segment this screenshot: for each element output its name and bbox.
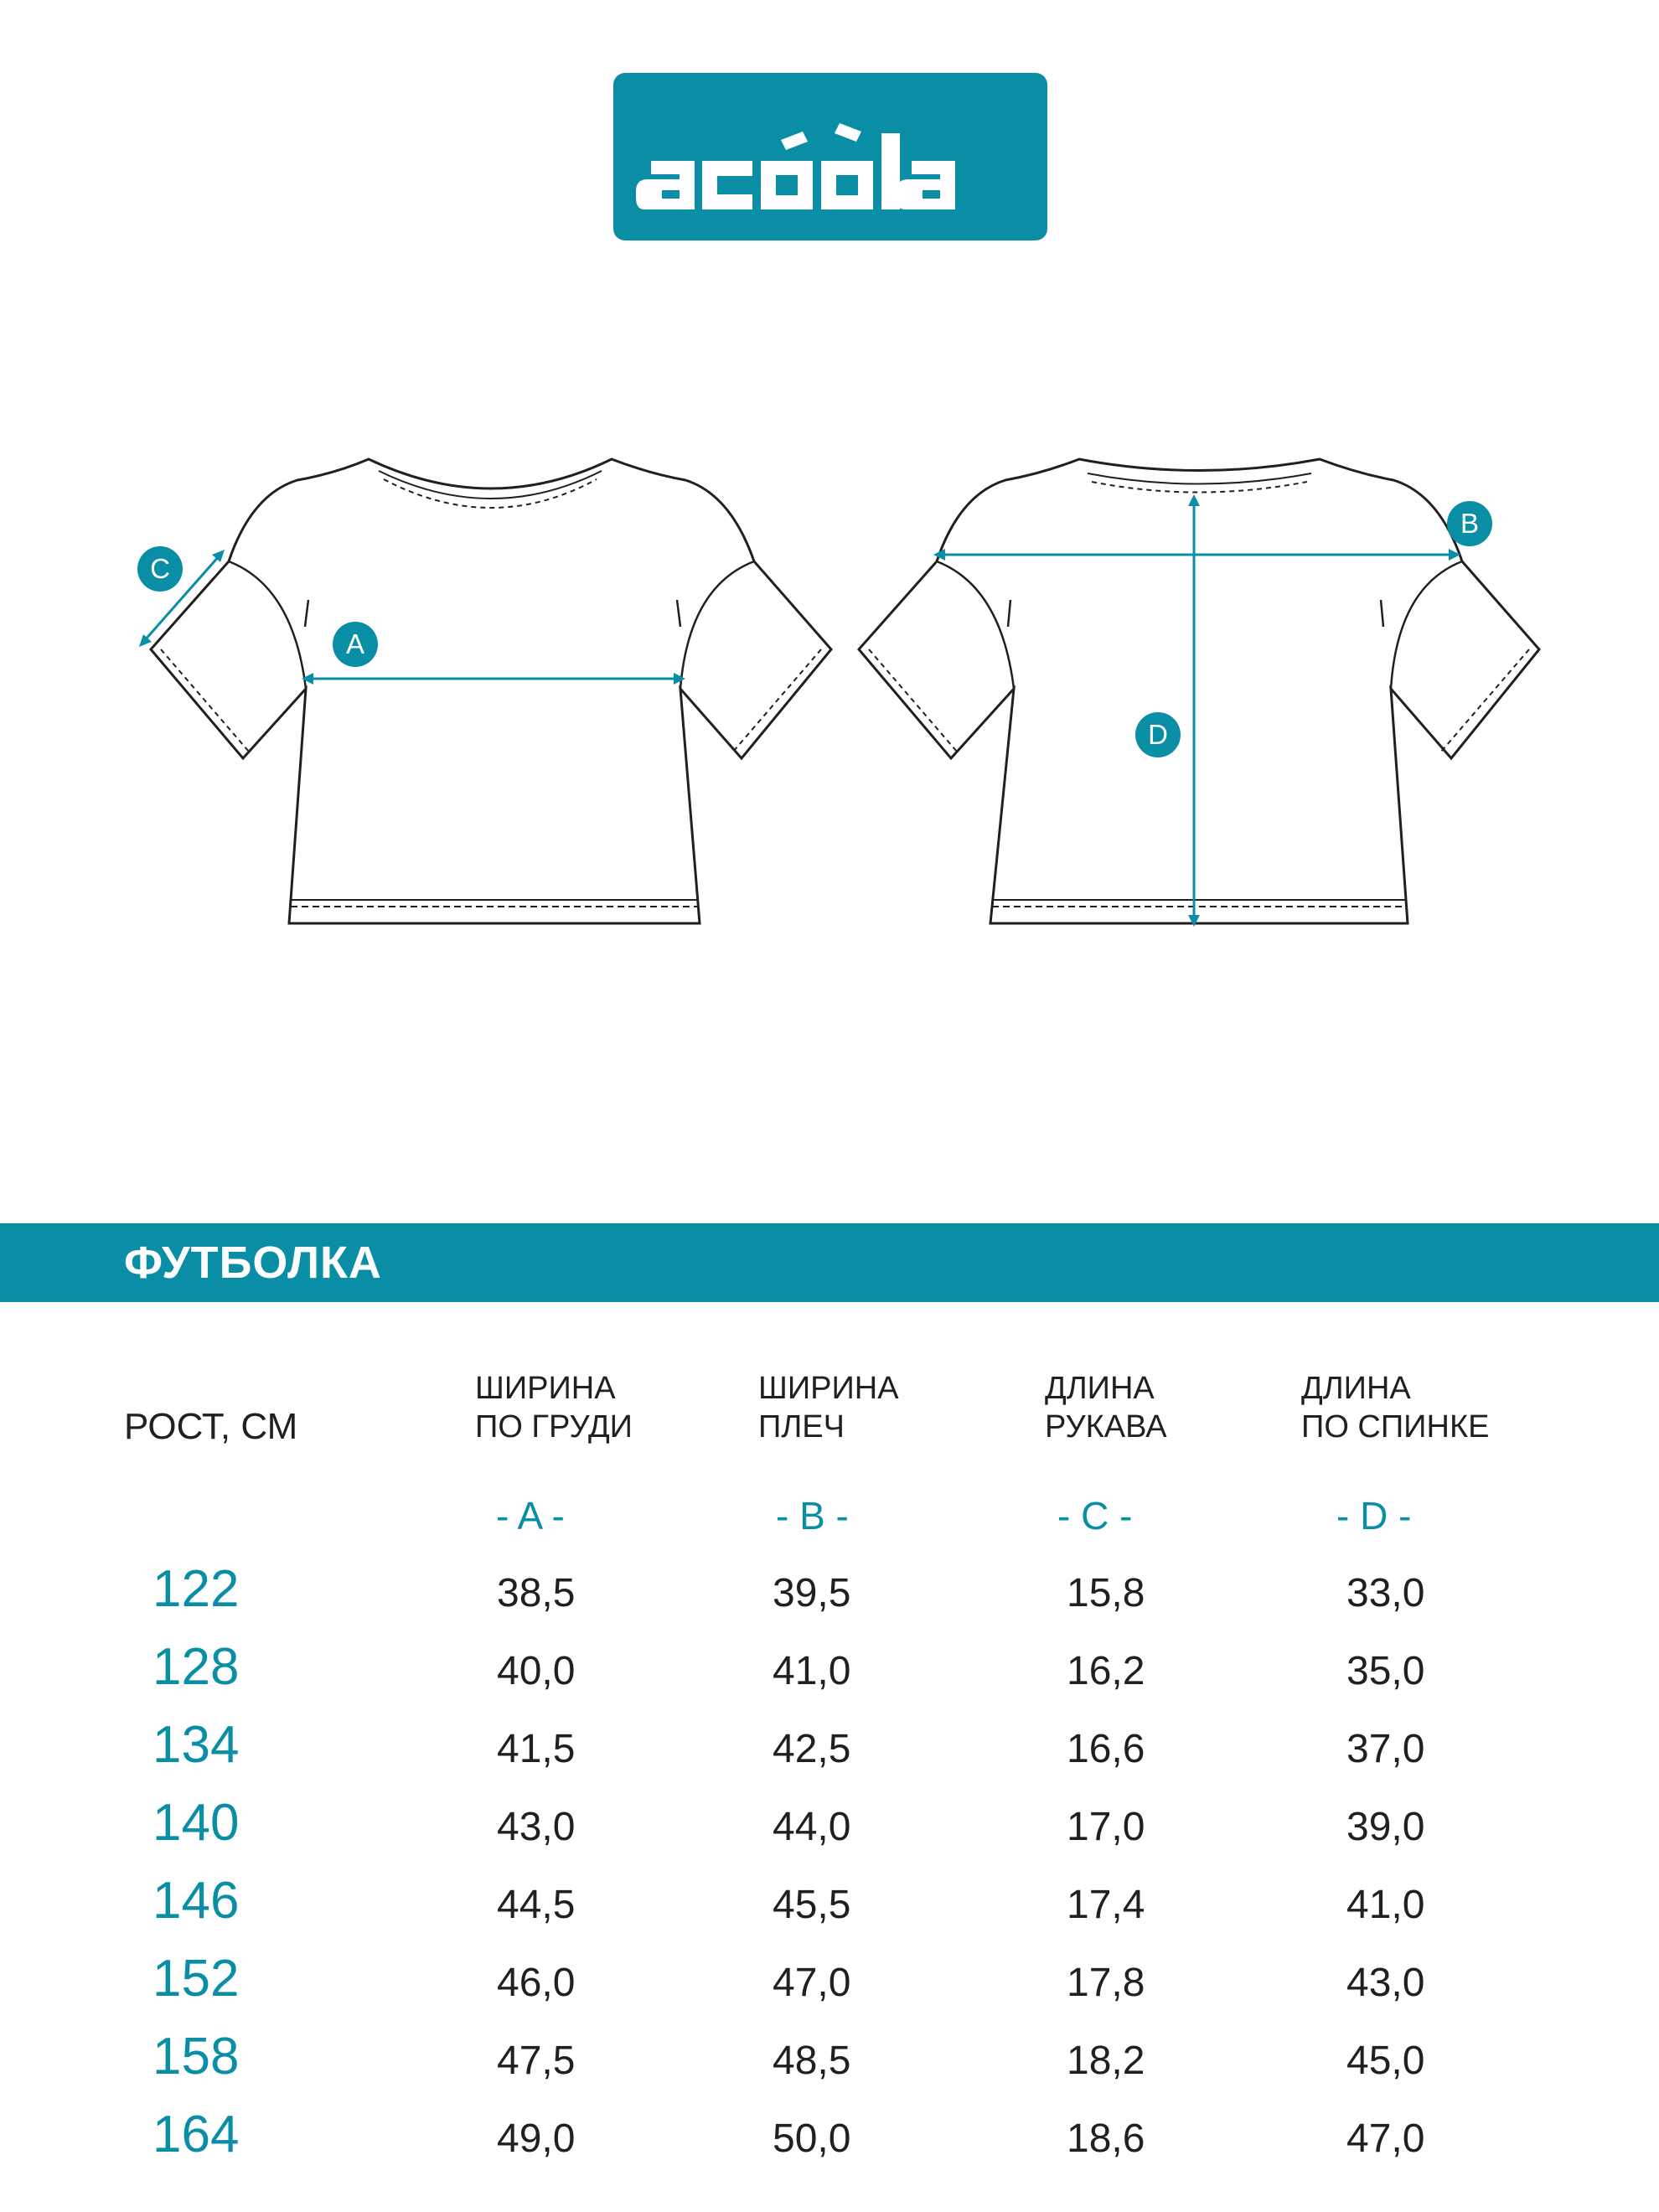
row-value: 44,0: [773, 1805, 851, 1849]
row-value: 16,6: [1067, 1727, 1145, 1771]
row-height: 146: [152, 1872, 240, 1930]
header-shoulder-width: ШИРИНА ПЛЕЧ: [758, 1371, 899, 1445]
row-value: 17,0: [1067, 1805, 1145, 1849]
marker-d: D: [1135, 712, 1181, 757]
row-value: 46,0: [497, 1961, 576, 2005]
row-value: 39,5: [773, 1571, 851, 1615]
row-value: 49,0: [497, 2116, 576, 2161]
row-value: 45,0: [1346, 2039, 1425, 2083]
product-title: ФУТБОЛКА: [124, 1238, 382, 1288]
row-value: 50,0: [773, 2116, 851, 2161]
row-value: 47,5: [497, 2039, 576, 2083]
product-banner: [0, 1223, 1659, 1302]
header-height-label: РОСТ, СМ: [124, 1406, 298, 1447]
row-value: 47,0: [1346, 2116, 1425, 2161]
row-height: 122: [152, 1560, 240, 1618]
row-height: 140: [152, 1794, 240, 1852]
row-value: 16,2: [1067, 1649, 1145, 1693]
header-back-length: ДЛИНА ПО СПИНКЕ: [1301, 1371, 1490, 1445]
row-value: 39,0: [1346, 1805, 1425, 1849]
row-value: 37,0: [1346, 1727, 1425, 1771]
row-value: 41,0: [1346, 1883, 1425, 1927]
row-height: 134: [152, 1716, 240, 1774]
column-letter-a: - A -: [496, 1494, 565, 1538]
column-letter-c: - C -: [1057, 1494, 1133, 1538]
row-value: 43,0: [497, 1805, 576, 1849]
row-value: 44,5: [497, 1883, 576, 1927]
marker-c: C: [137, 546, 183, 592]
row-value: 48,5: [773, 2039, 851, 2083]
row-height: 128: [152, 1638, 240, 1696]
row-value: 33,0: [1346, 1571, 1425, 1615]
row-value: 35,0: [1346, 1649, 1425, 1693]
row-value: 47,0: [773, 1961, 851, 2005]
row-value: 40,0: [497, 1649, 576, 1693]
header-sleeve-length: ДЛИНА РУКАВА: [1045, 1371, 1167, 1445]
row-height: 158: [152, 2028, 240, 2085]
column-letter-d: - D -: [1336, 1494, 1412, 1538]
row-value: 18,6: [1067, 2116, 1145, 2161]
header-chest-width: ШИРИНА ПО ГРУДИ: [475, 1371, 633, 1445]
row-height: 164: [152, 2106, 240, 2163]
row-value: 43,0: [1346, 1961, 1425, 2005]
row-height: 152: [152, 1950, 240, 2008]
row-value: 42,5: [773, 1727, 851, 1771]
row-value: 45,5: [773, 1883, 851, 1927]
column-letter-b: - B -: [776, 1494, 849, 1538]
row-value: 17,8: [1067, 1961, 1145, 2005]
marker-a: A: [333, 622, 378, 667]
row-value: 38,5: [497, 1571, 576, 1615]
row-value: 18,2: [1067, 2039, 1145, 2083]
row-value: 41,5: [497, 1727, 576, 1771]
tshirt-technical-drawing: [0, 0, 1659, 1005]
marker-b: B: [1447, 501, 1492, 546]
row-value: 15,8: [1067, 1571, 1145, 1615]
row-value: 41,0: [773, 1649, 851, 1693]
row-value: 17,4: [1067, 1883, 1145, 1927]
